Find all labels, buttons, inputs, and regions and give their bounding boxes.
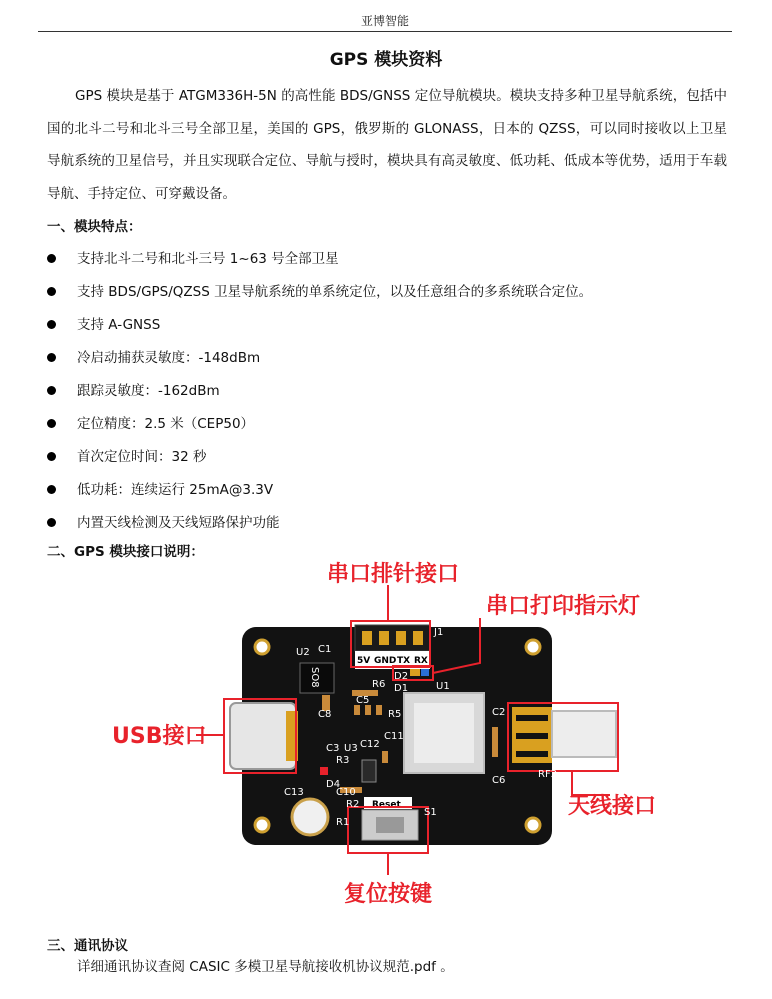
- capacitor: [354, 705, 360, 715]
- gps-module-shield: [414, 703, 474, 763]
- silk-c10: C10: [336, 787, 356, 798]
- silk-c3: C3: [326, 743, 340, 754]
- silk-c8: C8: [318, 709, 332, 720]
- intro-paragraph: GPS 模块是基于 ATGM336H-5N 的高性能 BDS/GNSS 定位导航模块。模块支持多种卫星导航系统，包括中国的北斗二号和北斗三号全部卫星，美国的 GPS，俄罗斯的 GLONASS，日本的 QZSS，可以同时接收以上卫星导航系统的卫星信号，并且实现联合定位、导航与授时，模块具有高灵敏度、低功耗、低成本等优势，适用于车载导航、手持定位、可穿戴设备。: [47, 88, 727, 202]
- feature-item: 支持北斗二号和北斗三号 1~63 号全部卫星: [47, 244, 727, 277]
- silk-r2: R2: [346, 799, 360, 810]
- callout-reset: 复位按键: [344, 882, 433, 907]
- antenna-pad-gap: [516, 733, 548, 739]
- header-rule: [38, 31, 732, 32]
- capacitor: [376, 705, 382, 715]
- feature-item: 跟踪灵敏度：-162dBm: [47, 376, 727, 409]
- mounting-hole: [526, 640, 540, 654]
- bullet-icon: [47, 419, 56, 428]
- antenna-pad-gap: [516, 751, 548, 757]
- antenna-connector: [552, 711, 616, 757]
- silk-c12: C12: [360, 739, 380, 750]
- silk-r6: R6: [372, 679, 386, 690]
- silk-c2: C2: [492, 707, 506, 718]
- silk-u3: U3: [344, 743, 358, 754]
- reset-button-cap: [376, 817, 404, 833]
- callout-serial-header: 串口排针接口: [327, 562, 460, 587]
- feature-item: 定位精度：2.5 米（CEP50）: [47, 409, 727, 442]
- silk-s1: S1: [424, 807, 437, 818]
- pin-label-gnd: GND: [374, 656, 397, 666]
- callout-serial-led: 串口打印指示灯: [486, 594, 641, 619]
- mounting-hole: [255, 818, 269, 832]
- transistor: [362, 760, 376, 782]
- mounting-hole: [255, 640, 269, 654]
- silk-d4: D4: [326, 779, 341, 790]
- page-header: 亚博智能: [360, 14, 409, 28]
- mounting-hole: [526, 818, 540, 832]
- led-indicator: [421, 669, 429, 676]
- silk-d1: D1: [394, 683, 409, 694]
- bullet-icon: [47, 353, 56, 362]
- silk-rf2: RF2: [538, 769, 558, 780]
- bullet-icon: [47, 386, 56, 395]
- silk-c11: C11: [384, 731, 404, 742]
- silk-c13: C13: [284, 787, 304, 798]
- silk-r1: R1: [336, 817, 350, 828]
- document-title: GPS 模块资料: [329, 50, 443, 70]
- header-pin: [396, 631, 406, 645]
- bullet-icon: [47, 287, 56, 296]
- callout-usb: USB接口: [112, 724, 207, 749]
- leader-antenna: [572, 771, 610, 795]
- protocol-heading: 三、通讯协议: [47, 938, 128, 954]
- silk-d2: D2: [394, 671, 409, 682]
- bullet-icon: [47, 452, 56, 461]
- feature-item: 冷启动捕获灵敏度：-148dBm: [47, 343, 727, 376]
- callout-antenna: 天线接口: [568, 794, 657, 819]
- capacitor: [492, 727, 498, 757]
- led-d2: [410, 669, 420, 676]
- antenna-pad-gap: [516, 715, 548, 721]
- bullet-icon: [47, 320, 56, 329]
- header-pin: [413, 631, 423, 645]
- pin-label-rx: RX: [414, 656, 428, 666]
- bullet-icon: [47, 518, 56, 527]
- led-d4: [320, 767, 328, 775]
- feature-item: 内置天线检测及天线短路保护功能: [47, 508, 727, 541]
- silk-so8: SO8: [309, 667, 320, 688]
- header-pin: [362, 631, 372, 645]
- feature-item: 支持 BDS/GPS/QZSS 卫星导航系统的单系统定位，以及任意组合的多系统联合定位。: [47, 277, 727, 310]
- features-list: [47, 244, 727, 541]
- pin-label-5v: 5V: [357, 656, 371, 666]
- protocol-text: 详细通讯协议查阅 CASIC 多模卫星导航接收机协议规范.pdf 。: [77, 959, 454, 975]
- bullet-icon: [47, 254, 56, 263]
- interface-heading: 二、GPS 模块接口说明：: [47, 544, 204, 560]
- feature-item: 低功耗：连续运行 25mA@3.3V: [47, 475, 727, 508]
- silk-j1: J1: [434, 627, 444, 638]
- pin-label-tx: TX: [397, 656, 411, 666]
- silk-c6: C6: [492, 775, 506, 786]
- capacitor-c13: [292, 799, 328, 835]
- capacitor: [365, 705, 371, 715]
- reset-label: Reset: [372, 800, 401, 810]
- bullet-icon: [47, 485, 56, 494]
- silk-r5: R5: [388, 709, 402, 720]
- silk-c5: C5: [356, 695, 370, 706]
- silk-c1: C1: [318, 644, 332, 655]
- header-pin: [379, 631, 389, 645]
- feature-item: 支持 A-GNSS: [47, 310, 727, 343]
- feature-item: 首次定位时间：32 秒: [47, 442, 727, 475]
- features-heading: 一、模块特点：: [47, 219, 142, 235]
- gps-module-diagram: [0, 555, 772, 925]
- capacitor: [382, 751, 388, 763]
- silk-u1: U1: [436, 681, 450, 692]
- silk-u2: U2: [296, 647, 310, 658]
- silk-r3: R3: [336, 755, 350, 766]
